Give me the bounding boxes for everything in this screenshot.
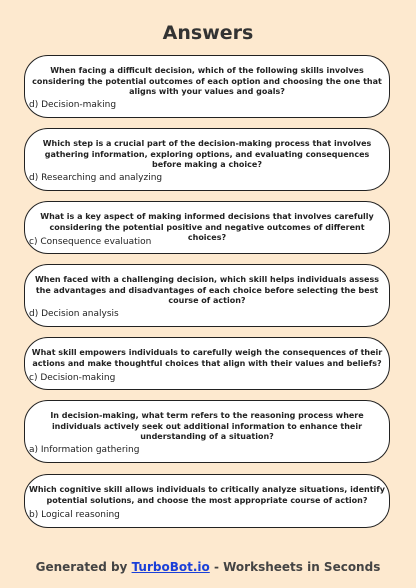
answer-text: c) Consequence evaluation: [29, 237, 152, 247]
question-card-5: [24, 337, 390, 390]
question-text: When facing a difficult decision, which of the following skills involves considering the potential outcomes of each option and choosing the one that aligns with your values and goals?: [32, 66, 382, 96]
question-text: What is a key aspect of making informed decisions that involves carefully considering the potential positive and negative outcomes of different choices?: [40, 212, 374, 242]
question-card-1: [24, 55, 390, 118]
answer-text: a) Information gathering: [29, 445, 140, 455]
question-card-4: [24, 264, 390, 327]
footer-prefix: Generated by: [35, 560, 132, 574]
answer-text: d) Decision analysis: [29, 309, 119, 319]
question-text: When faced with a challenging decision, which skill helps individuals assess the advantages and disadvantages of each choice before selecting the best course of action?: [34, 275, 379, 305]
question-text: Which step is a crucial part of the decision-making process that involves gathering information, exploring options, and evaluating consequences before making a choice?: [42, 139, 372, 169]
answer-text: c) Decision-making: [29, 373, 116, 383]
question-text: What skill empowers individuals to carefully weigh the consequences of their actions and make thoughtful choices that align with their values and beliefs?: [31, 348, 383, 368]
page-title: Answers: [162, 22, 254, 44]
answer-text: b) Logical reasoning: [29, 510, 120, 520]
question-text: Which cognitive skill allows individuals to critically analyze situations, identify potential solutions, and choose the most appropriate course of action?: [29, 485, 385, 505]
question-card-6: [24, 400, 390, 463]
turbobot-link[interactable]: TurboBot.io: [131, 560, 210, 574]
question-card-3: [24, 201, 390, 254]
answer-text: d) Decision-making: [29, 100, 117, 110]
question-card-7: [24, 474, 390, 528]
answer-text: d) Researching and analyzing: [29, 173, 163, 183]
question-text: In decision-making, what term refers to the reasoning process where individuals actively seek out additional information to enhance their understanding of a situation?: [50, 411, 364, 441]
question-card-2: [24, 128, 390, 191]
footer-suffix: - Worksheets in Seconds: [209, 560, 381, 574]
footer: [0, 560, 416, 574]
